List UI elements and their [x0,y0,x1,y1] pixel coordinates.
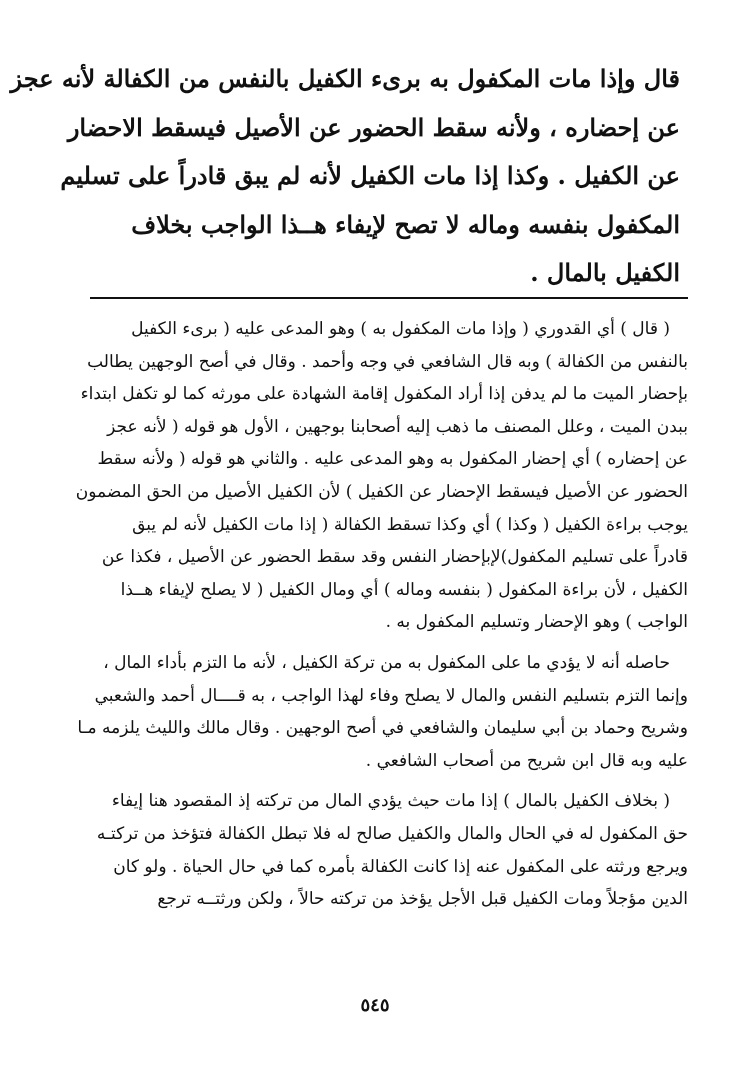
commentary-line: ( بخلاف الكفيل بالمال ) إذا مات حيث يؤدي المال من تركته إذ المقصود هنا إيفاء [111,791,670,812]
commentary-line: بالنفس من الكفالة ) وبه قال الشافعي في وجه وأحمد . وقال في أصح الوجهين يطالب [87,351,688,372]
commentary-paragraph [75,313,688,639]
commentary-line: الكفيل ، لأن براءة المكفول ( بنفسه وماله ) أي ومال الكفيل ( لا يصلح لإيفاء هــذا [120,579,688,600]
commentary-line: الحضور عن الأصيل فيسقط الإحضار عن الكفيل ) لأن الكفيل الأصيل من الحق المضمون [75,481,688,502]
main-text-line: المكفول بنفسه وماله لا تصح لإيفاء هــذا الواجب بخلاف [131,209,680,239]
main-text-line: الكفيل بالمال . [530,258,680,287]
commentary-line: عن إحضاره ) أي إحضار المكفول به وهو المدعى عليه . والثاني هو قوله ( ولأنه سقط [97,449,688,470]
commentary-line: قادراً على تسليم المكفول)لإبإحضار النفس وقد سقط الحضور عن الأصيل ، فكذا عن [101,547,688,568]
main-text-line: عن الكفيل . وكذا إذا مات الكفيل لأنه لم يبق قادراً على تسليم [60,161,680,190]
divider-line [90,297,688,299]
commentary-line: وإنما التزم بتسليم النفس والمال لا يصلح وفاء لهذا الواجب ، به قــــال أحمد والشعبي [94,685,688,706]
commentary-paragraph [77,647,688,777]
commentary-line: الدين مؤجلاً ومات الكفيل قبل الأجل يؤخذ من تركته حالاً ، ولكن ورثتــه ترجع [157,889,688,910]
commentary-line: بإحضار الميت ما لم يدفن إذا أراد المكفول إقامة الشهادة على مورثه كما لو تكفل ابتداء [80,384,688,405]
commentary-line: عليه وبه قال ابن شريح من أصحاب الشافعي . [365,750,688,771]
commentary-line: ببدن الميت ، وعلل المصنف ما ذهب إليه أصحابنا بوجهين ، الأول هو قوله ( لأنه عجز [107,416,688,437]
commentary-line: حق المكفول له في الحال والمال والكفيل صالح له فلا تبطل الكفالة فتؤخذ من تركتـه [96,823,688,844]
main-text [10,55,680,298]
commentary-line: ويرجع ورثته على المكفول عنه إذا كانت الكفالة بأمره كما في حال الحياة . ولو كان [113,856,688,877]
commentary-line: يوجب براءة الكفيل ( وكذا ) أي وكذا تسقط الكفالة ( إذا مات الكفيل لأنه لم يبق [132,514,688,535]
commentary-line: ( قال ) أي القدوري ( وإذا مات المكفول به ) وهو المدعى عليه ( برىء الكفيل [131,319,670,339]
commentary-text [75,313,688,924]
commentary-line: الواجب ) وهو الإحضار وتسليم المكفول به . [385,612,688,633]
main-text-line: قال وإذا مات المكفول به برىء الكفيل بالنفس من الكفالة لأنه عجز [10,64,680,93]
commentary-paragraph [90,785,688,915]
main-text-line: عن إحضاره ، ولأنه سقط الحضور عن الأصيل فيسقط الاحضار [67,112,680,142]
commentary-line: وشريح وحماد بن أبي سليمان والشافعي في أصح الوجهين . وقال مالك والليث يلزمه مـا [77,718,688,739]
commentary-line: حاصله أنه لا يؤدي ما على المكفول به من تركة الكفيل ، لأنه ما التزم بأداء المال ، [103,652,670,673]
page-number: ٥٤٥ [360,995,390,1016]
